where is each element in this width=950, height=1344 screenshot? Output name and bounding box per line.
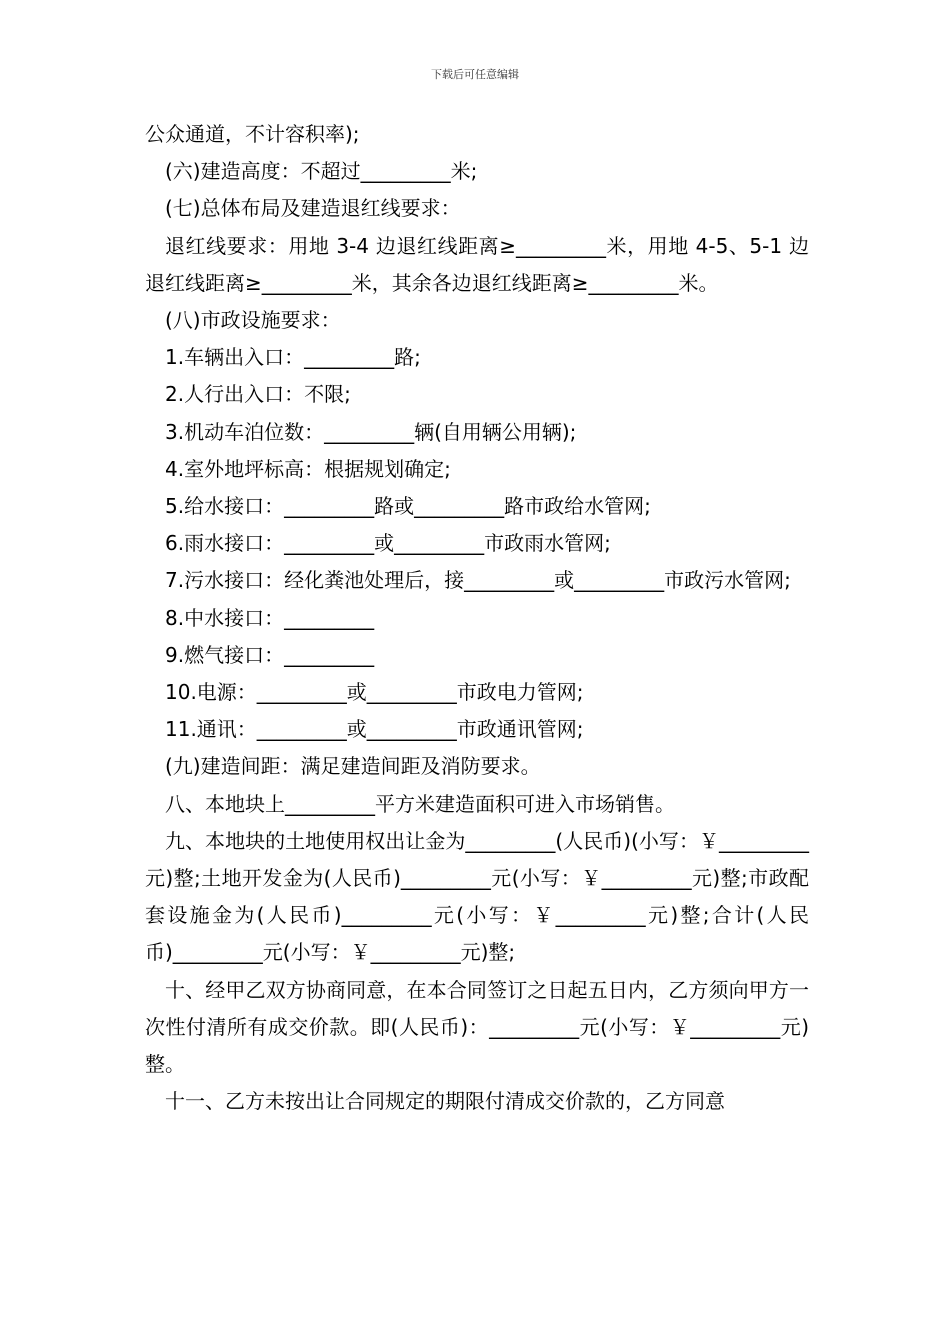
paragraph-8: 4.室外地坪标高：根据规划确定; xyxy=(165,456,451,481)
paragraph-13: 9.燃气接口：_________ xyxy=(165,642,375,667)
paragraph-0: 公众通道，不计容积率); xyxy=(145,122,360,146)
paragraph-1: (六)建造高度：不超过_________米; xyxy=(165,159,478,184)
paragraph-6: 2.人行出入口：不限; xyxy=(165,382,351,407)
paragraph-17: 八、本地块上_________平方米建造面积可进入市场销售。 xyxy=(165,791,675,816)
paragraph-5: 1.车辆出入口：_________路; xyxy=(165,345,421,370)
paragraph-20: 十一、乙方未按出让合同规定的期限付清成交价款的，乙方同意 xyxy=(165,1089,725,1114)
paragraph-2: (七)总体布局及建造退红线要求： xyxy=(165,196,461,221)
paragraph-12: 8.中水接口：_________ xyxy=(165,605,375,630)
paragraph-16: (九)建造间距：满足建造间距及消防要求。 xyxy=(165,754,541,779)
paragraph-15: 11.通讯：_________或_________市政通讯管网; xyxy=(165,717,584,742)
document-body xyxy=(145,116,809,1120)
paragraph-4: (八)市政设施要求： xyxy=(165,308,341,333)
paragraph-14: 10.电源：_________或_________市政电力管网; xyxy=(165,680,584,705)
paragraph-7: 3.机动车泊位数：_________辆(自用辆公用辆); xyxy=(165,419,577,444)
paragraph-10: 6.雨水接口：_________或_________市政雨水管网; xyxy=(165,531,611,556)
paragraph-19: 十、经甲乙双方协商同意，在本合同签订之日起五日内，乙方须向甲方一次性付清所有成交价款。即(人民币)：_________元(小写：￥_________元)整。 xyxy=(145,977,809,1077)
paragraph-9: 5.给水接口：_________路或_________路市政给水管网; xyxy=(165,494,651,519)
page-header: 下载后可任意编辑 xyxy=(431,68,519,81)
paragraph-11: 7.污水接口：经化粪池处理后，接_________或_________市政污水管网; xyxy=(165,568,791,593)
paragraph-3: 退红线要求：用地 3-4 边退红线距离≥_________米，用地 4-5、5-1 边退红线距离≥_________米，其余各边退红线距离≥_________米。 xyxy=(145,233,809,295)
paragraph-18: 九、本地块的土地使用权出让金为_________(人民币)(小写：￥_________元)整;土地开发金为(人民币)_________元(小写：￥_________元)整;市政配套设施金为(人民币)_________元(小写：￥_________元)整;合计(人民币)_________元(小写：￥_________元)整; xyxy=(145,828,809,965)
